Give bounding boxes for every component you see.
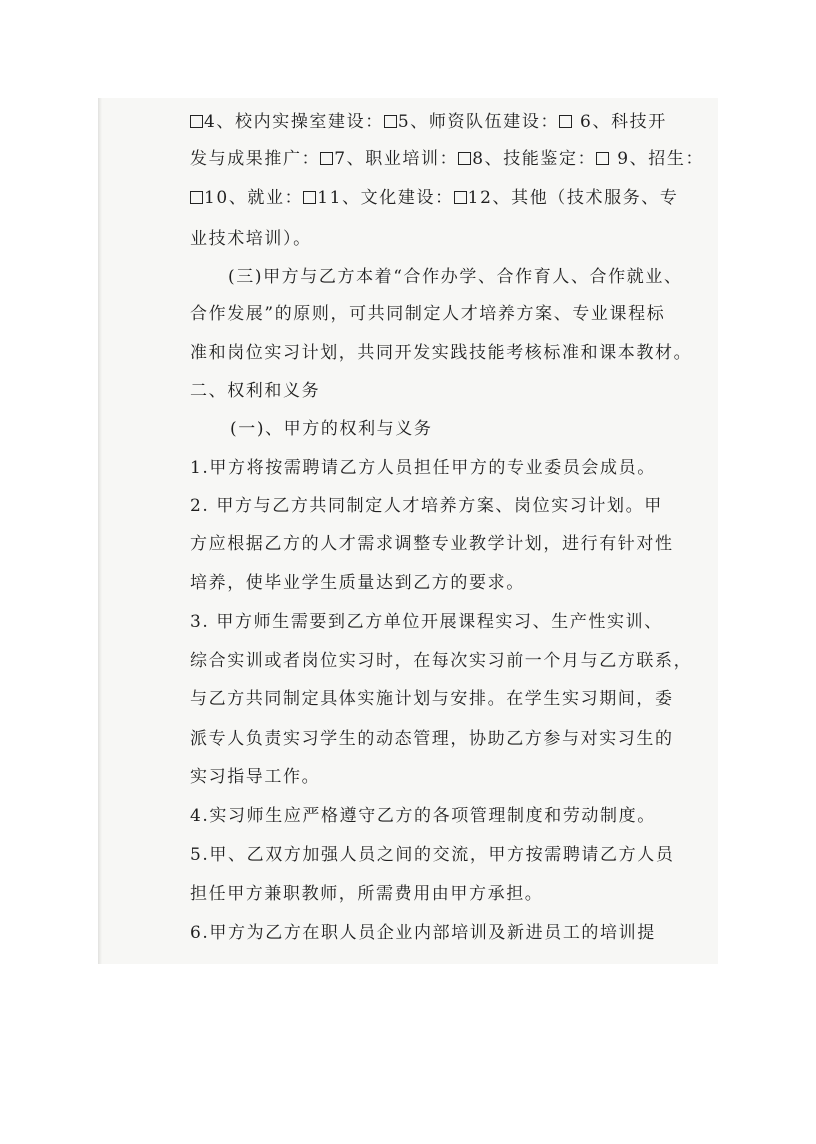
- option-text: 6、科技开: [573, 112, 667, 132]
- option-text: 12、其他（技术服务、专: [467, 188, 679, 208]
- option-text: 11、文化建设：: [317, 188, 454, 208]
- paragraph-line: 准和岗位实习计划，共同开发实践技能考核标准和课本教材。: [190, 343, 693, 363]
- checkbox-icon: [320, 152, 333, 165]
- paragraph-line: 方应根据乙方的人才需求调整专业教学计划，进行有针对性: [190, 534, 674, 554]
- checkbox-icon: [458, 152, 471, 165]
- checkbox-options-line: [190, 111, 667, 133]
- option-text: 5、师资队伍建设：: [397, 112, 560, 132]
- option-text: 发与成果推广：: [190, 149, 321, 169]
- checkbox-icon: [596, 152, 609, 165]
- paragraph-line: 合作发展”的原则，可共同制定人才培养方案、专业课程标: [190, 304, 666, 324]
- option-text: 7、职业培训：: [334, 149, 459, 169]
- checkbox-icon: [190, 191, 203, 204]
- checkbox-options-line: [190, 148, 704, 170]
- checkbox-icon: [454, 191, 467, 204]
- paragraph-line: 担任甲方兼职教师，所需费用由甲方承担。: [190, 884, 544, 904]
- checkbox-icon: [384, 115, 397, 128]
- section-heading: 二、权利和义务: [190, 381, 321, 401]
- paragraph-line: (三)甲方与乙方本着“合作办学、合作育人、合作就业、: [228, 267, 683, 287]
- paragraph-line: 1.甲方将按需聘请乙方人员担任甲方的专业委员会成员。: [190, 458, 656, 478]
- paragraph-line: 综合实训或者岗位实习时，在每次实习前一个月与乙方联系，: [190, 651, 693, 671]
- paragraph-line: 实习指导工作。: [190, 767, 321, 787]
- checkbox-icon: [190, 115, 203, 128]
- option-text: 8、技能鉴定：: [472, 149, 597, 169]
- paragraph-line: 与乙方共同制定具体实施计划与安排。在学生实习期间，委: [190, 689, 674, 709]
- checkbox-options-line: [190, 187, 679, 209]
- paragraph-line: 6.甲方为乙方在职人员企业内部培训及新进员工的培训提: [190, 923, 656, 943]
- paragraph-line: 培养，使毕业学生质量达到乙方的要求。: [190, 573, 525, 593]
- subsection-heading: (一)、甲方的权利与义务: [230, 419, 433, 439]
- option-text: 10、就业：: [204, 188, 304, 208]
- text-line: 业技术培训）。: [190, 229, 312, 249]
- checkbox-icon: [559, 115, 572, 128]
- paragraph-line: 5.甲、乙双方加强人员之间的交流，甲方按需聘请乙方人员: [190, 845, 675, 865]
- checkbox-icon: [303, 191, 316, 204]
- paragraph-line: 4.实习师生应严格遵守乙方的各项管理制度和劳动制度。: [190, 806, 656, 826]
- option-text: 4、校内实操室建设：: [204, 112, 384, 132]
- paragraph-line: 3. 甲方师生需要到乙方单位开展课程实习、生产性实训、: [190, 612, 663, 632]
- option-text: 9、招生：: [610, 149, 705, 169]
- paragraph-line: 派专人负责实习学生的动态管理，协助乙方参与对实习生的: [190, 729, 674, 749]
- paragraph-line: 2. 甲方与乙方共同制定人才培养方案、岗位实习计划。甲: [190, 496, 663, 516]
